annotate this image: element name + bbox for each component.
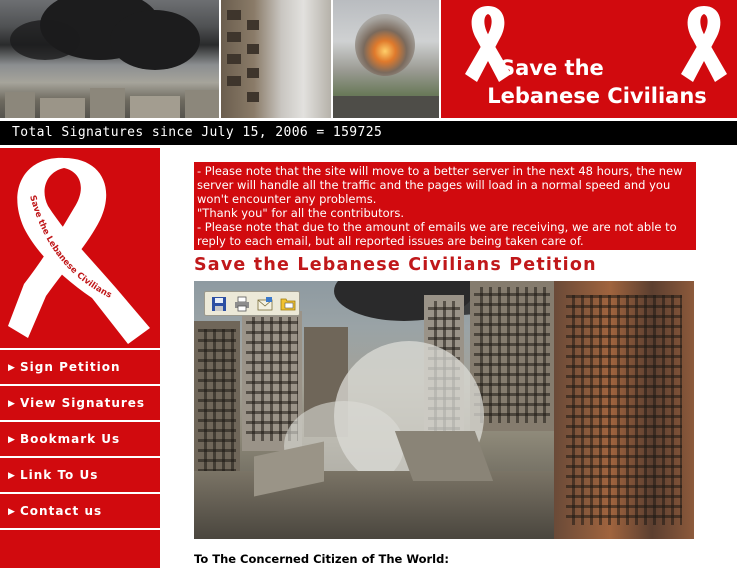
sidebar-item-contact-us[interactable] (0, 492, 160, 528)
sidebar-item-link-to-us[interactable] (0, 456, 160, 492)
banner-title-line1: Save the (500, 56, 604, 80)
banner-title-line2: Lebanese Civilians (487, 84, 707, 108)
print-icon[interactable] (232, 294, 252, 314)
notice-line: - Please note that due to the amount of emails we are receiving, we are not able to reply to each email, but all reported issues are being taken care of. (197, 220, 677, 248)
header-photo-explosion (333, 0, 439, 118)
banner-title (452, 54, 737, 110)
sidebar-item-view-signatures[interactable] (0, 384, 160, 420)
notice-line: "Thank you" for all the contributors. (197, 206, 405, 220)
sidebar-item-label: View Signatures (20, 396, 146, 410)
arrow-right-icon: ▶ (8, 507, 16, 517)
page-title: Save the Lebanese Civilians Petition (194, 255, 597, 275)
header-photo-smoke-over-city (0, 0, 219, 118)
arrow-right-icon: ▶ (8, 471, 16, 481)
sidebar-item-label: Sign Petition (20, 360, 121, 374)
sidebar-item-label: Link To Us (20, 468, 99, 482)
signature-count-bar: Total Signatures since July 15, 2006 = 159725 (0, 121, 737, 145)
arrow-right-icon: ▶ (8, 435, 16, 445)
notice-line: - Please note that the site will move to a better server in the next 48 hours, the new server will handle all the traffic and the pages will load in a normal speed and you won't encounter any problems. (197, 164, 683, 206)
save-icon[interactable] (209, 294, 229, 314)
sidebar-item-label: Contact us (20, 504, 103, 518)
arrow-right-icon: ▶ (8, 399, 16, 409)
sidebar-item-bookmark-us[interactable] (0, 420, 160, 456)
header-photo-burning-building (221, 0, 331, 118)
main-photo-destroyed-buildings[interactable] (194, 281, 694, 539)
sidebar-nav (0, 348, 160, 530)
divider (0, 145, 737, 147)
notice-box (194, 162, 696, 250)
image-toolbar (204, 291, 300, 316)
folder-icon[interactable] (278, 294, 298, 314)
page-header (0, 0, 737, 120)
sidebar (0, 148, 160, 568)
greeting-text: To The Concerned Citizen of The World: (194, 552, 449, 566)
email-icon[interactable] (255, 294, 275, 314)
ribbon-logo-text: Save the Lebanese Civilians (27, 194, 114, 301)
arrow-right-icon: ▶ (8, 363, 16, 373)
ribbon-logo (0, 148, 160, 348)
sidebar-item-sign-petition[interactable] (0, 348, 160, 384)
sidebar-item-label: Bookmark Us (20, 432, 121, 446)
